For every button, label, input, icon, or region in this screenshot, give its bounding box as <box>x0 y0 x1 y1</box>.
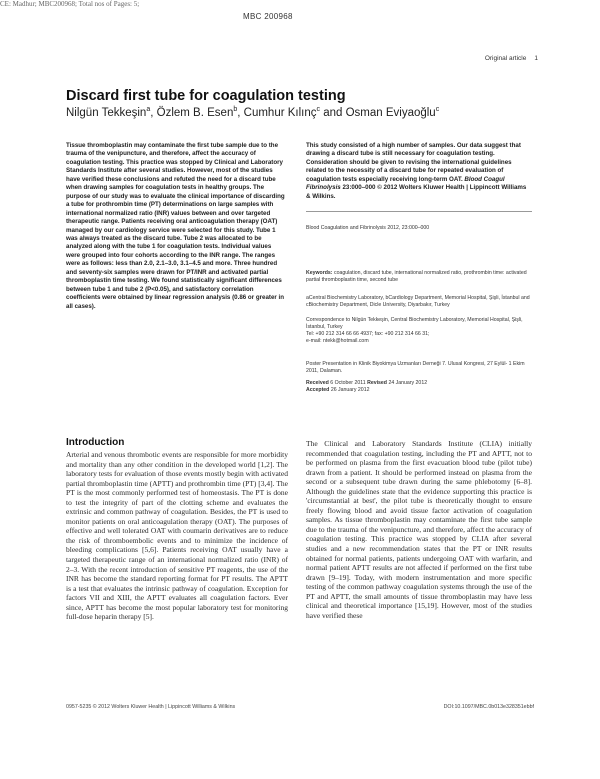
citation-details: 23:000–000 © 2012 Wolters Kluwer Health | Lippincott Williams & Wilkins. <box>306 184 527 200</box>
keywords <box>306 270 532 284</box>
presentation-note: Poster Presentation in Klinik Biyokimya Uzmanları Derneği 7. Ulusal Kongresi, 27 Eylül- 1 Ekim 2011, Dalaman. <box>306 361 525 375</box>
revised-date: 24 January 2012 <box>388 380 428 386</box>
affiliations: aCentral Biochemistry Laboratory, bCardiology Department, Memorial Hospital, Şişli, İstanbul and cBiochemistry Department, Dicle University, Diyarbakır, Turkey <box>306 295 530 309</box>
article-dates <box>306 380 532 394</box>
footer-copyright: 0957-5235 © 2012 Wolters Kluwer Health | Lippincott Williams & Wilkins <box>66 704 236 710</box>
correspondence: Correspondence to Nilgün Tekkeşin, Central Biochemistry Laboratory, Memorial Hospital, Şişli, İstanbul, Turkey Tel: +90 212 314 66 66 4937; fax: +90 212 314 66 31; e-mail: ntekk@hotmail.com <box>306 317 523 345</box>
introduction-paragraph: Arterial and venous thrombotic events are responsible for more morbidity and mortality than any other condition in the developed world [1,2]. The laboratory tests for evaluation of those events mostly begin with activated partial thromboplastin time (APTT) and prothrombin time (PT) [3,4]. The PT is the most commonly performed test of homeostasis. The PT is done to test the integrity of part of the clotting scheme and evaluates the extrinsic and common pathway of coagulation. Besides, the PT is used to monitor patients on oral anticoagulation therapy (OAT). The purposes of effective and well tolerated OAT with coumarin derivatives are to reduce the risk of thromboembolic events and to minimize the incidence of bleeding complications [5,6]. Patients receiving OAT usually have a targeted therapeutic range of an international normalized ratio (INR) of 2–3. With the recent introduction of sensitive PT reagents, the use of the INR has become the standard reporting format for PT results. The APTT is a test that evaluates the intrinsic pathway of coagulation. Exception for factors VII and XIII, the APTT evaluates all coagulation factors. Ever since, APTT has become the most popular laboratory test for monitoring full-dose heparin therapy [5]. <box>66 450 288 622</box>
author-affiliation-mark: c <box>316 106 320 113</box>
page-number: 1 <box>534 55 538 62</box>
accepted-label: Accepted <box>306 387 330 394</box>
running-head: CE: Madhur; MBC200968; Total nos of Pages: 5; <box>0 0 140 8</box>
introduction-paragraph: The Clinical and Laboratory Standards Institute (CLIA) initially recommended that coagulation testing, including the PT and APTT, not to be performed on plasma from the first evacuation blood tube (pilot tube) drawn from a patient. It should be performed instead on plasma from the second or a subsequent tube drawn during the same phlebotomy [6–8]. Although the guidelines state that the evidence supporting this practice is 'circumstantial at best', the pilot tube is theoretically thought to ensure freely flowing blood and avoid tissue factor activation of coagulation samples. As tissue thromboplastin may contaminate the first tube sample due to the trauma of the venipuncture, and therefore, affect the accuracy of coagulation testing. This practice was stopped by CLIA after several studies and a new recommendation states that the PT or INR results obtained for normal patients, patients undergoing OAT with warfarin, and normal patient APTT results are not affected if performed on the first tube drawn [9–19]. Today, with modern instrumentation and more specific testing of the common pathway coagulation systems through the use of the PT and APTT, the small amounts of tissue thromboplastin may have less clinical and theoretical importance [15,19]. However, most of the studies have verified these <box>306 439 532 620</box>
author-name: Osman Eviyaoğlu <box>345 106 436 119</box>
abstract-left: Tissue thromboplastin may contaminate the first tube sample due to the trauma of the venipuncture, and therefore, affect the accuracy of coagulation testing. This practice was stopped by Clinical and Laboratory Standards Institute after several studies. However, most of the studies have verified these conclusions and refuted the need for a discard tube when drawing samples for coagulation tests in healthy groups. The purpose of our study was to evaluate the clinical importance of discarding a tube for prothrombin time (PT) determinations on large samples with international normalized ratio (INR) values between and over targeted therapeutic range. Patients receiving oral anticoagulation therapy (OAT) managed by our cardiology service were selected for this study. Tube 1 was always treated as the discard tube. Tube 2 was allocated to be analyzed along with the tube 1 for coagulation tests. Individual values were grouped into four cohorts according to the INR range. The ranges were as follows: less than 2.0, 2.1–3.0, 3.1–4.5 and more. Three hundred and seventy-six samples were drawn for PT/INR and activated partial thromboplastin time testing. We found statistically significant differences between tube 1 and tube 2 (P<0.05), and satisfactory correlation coefficients were obtained by linear regression analysis (0.86 or greater in all cases). <box>66 142 285 310</box>
citation-journal: Blood Coagul Fibrinolysis <box>306 175 505 192</box>
keywords-label: Keywords: <box>306 270 333 276</box>
received-label: Received <box>306 380 329 386</box>
manuscript-id: MBC 200968 <box>243 12 293 21</box>
introduction-heading: Introduction <box>66 437 125 448</box>
article-type: Original article <box>484 55 527 62</box>
revised-label: Revised <box>367 380 387 386</box>
footer-doi: DOI:10.1097/MBC.0b013e328351ebbf <box>443 704 534 710</box>
author-affiliation-mark: c <box>435 106 440 113</box>
journal-line: Blood Coagulation and Fibrinolysis 2012, 23:000–000 <box>306 225 430 231</box>
abstract-right <box>306 142 532 201</box>
article-type-header <box>485 55 538 62</box>
author-list: Nilgün Tekkeşin$^a$, Özlem B. Esen$^b$, Cumhur Kılınç$^c$ and Osman Eviyaoğlu$^c$ <box>66 106 440 119</box>
author-affiliation-mark: b <box>233 106 238 113</box>
received-date: 6 October 2011 <box>330 380 366 386</box>
keywords-text: coagulation, discard tube, international normalized ratio, prothrombin time: activated partial thromboplastin time, second tube <box>306 270 527 284</box>
author-name: Özlem B. Esen <box>156 106 234 119</box>
author-affiliation-mark: a <box>146 106 151 113</box>
introduction-left-column <box>66 450 288 622</box>
introduction-right-column <box>306 439 532 620</box>
author-name: Cumhur Kılınç <box>243 106 317 119</box>
article-title: Discard first tube for coagulation testing <box>66 88 346 104</box>
accepted-date: 26 January 2012 <box>330 387 370 394</box>
abstract-conclusion: This study consisted of a high number of samples. Our data suggest that drawing a discard tube is still necessary for coagulation testing. Consideration should be given to revising the international guidelines related to the necessity of a discard tube for repeated evaluation of coagulation tests especially receiving long-term OAT. <box>306 142 521 183</box>
abstract-divider <box>306 211 532 212</box>
author-name: Nilgün Tekkeşin <box>66 106 147 119</box>
